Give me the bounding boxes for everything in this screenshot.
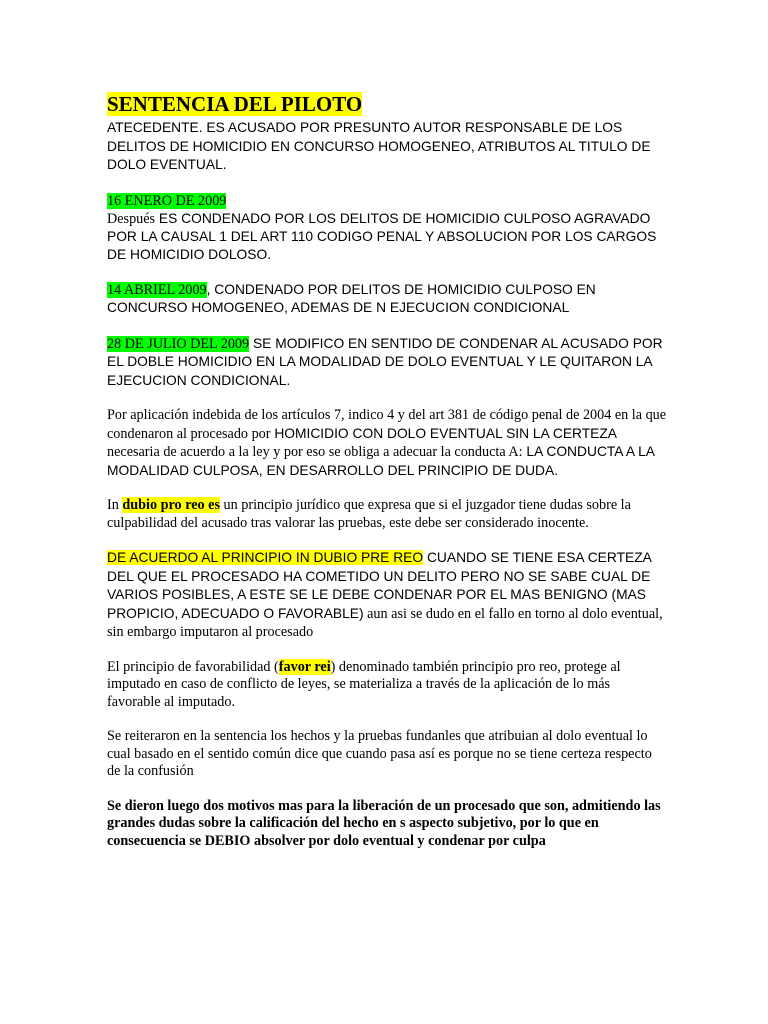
dubio-paragraph (107, 497, 667, 532)
aplicacion-part3: necesaria de acuerdo a la ley y por eso se obliga a adecuar la conducta A: (107, 444, 523, 460)
section-16-enero-text: ES CONDENADO POR LOS DELITOS DE HOMICIDIO CULPOSO AGRAVADO POR LA CAUSAL 1 DEL ART 110 CODIGO PENAL Y ABSOLUCION POR LOS CARGOS DE HOMICIDIO DOLOSO. (107, 210, 657, 262)
aplicacion-part2: HOMICIDIO CON DOLO EVENTUAL SIN LA CERTEZA (270, 425, 618, 441)
section-14-abriel-text: , CONDENADO POR DELITOS DE HOMICIDIO CULPOSO EN CONCURSO HOMOGENEO, ADEMAS DE N EJECUCION CONDICIONAL (107, 281, 596, 315)
date-14-abriel: 14 ABRIEL 2009 (107, 281, 207, 298)
document-title (107, 92, 667, 116)
reiteraron-paragraph: Se reiteraron en la sentencia los hechos y la pruebas fundanles que atribuian al dolo eventual lo cual basado en el sentido común dice que cuando pasa así es porque no se tiene certeza respecto de la confusión (107, 728, 652, 779)
section-16-enero-lead: Después (107, 210, 156, 227)
dubio-term: dubio pro reo es (122, 497, 220, 513)
aplicacion-part4: LA CONDUCTA A LA MODALIDAD CULPOSA, EN DESARROLLO DEL PRINCIPIO DE DUDA. (107, 444, 655, 478)
aplicacion-part1: Por aplicación indebida de los artículos 7, indico 4 y del art 381 de código penal de 2004 en la que condenaron al procesado por (107, 407, 667, 442)
favorabilidad-pre: El principio de favorabilidad ( (107, 658, 279, 675)
date-28-julio: 28 DE JULIO DEL 2009 (107, 335, 250, 352)
favorabilidad-paragraph (107, 659, 667, 712)
section-14-abriel-paragraph (107, 281, 667, 318)
favorabilidad-text: ) denominado también principio pro reo, protege al imputado en caso de conflicto de leyes, se materializa a través de la aplicación de lo más favorable al imputado. (107, 658, 621, 710)
title-highlight: SENTENCIA DEL PILOTO (107, 92, 363, 116)
aplicacion-paragraph (107, 407, 667, 480)
dubio-text: un principio jurídico que expresa que si el juzgador tiene dudas sobre la culpabilidad del acusado tras valorar las pruebas, este debe ser considerado inocente. (107, 497, 631, 531)
acuerdo-text: CUANDO SE TIENE ESA CERTEZA DEL QUE EL PROCESADO HA COMETIDO UN DELITO PERO NO SE SABE CUAL DE VARIOS POSIBLES, A ESTE SE LE DEBE CONDENAR POR EL MAS BENIGNO (MAS PROPICIO, ADECUADO O FAVORABLE) (107, 550, 652, 621)
section-16-enero-paragraph (107, 192, 667, 264)
section-28-julio-text: SE MODIFICO EN SENTIDO DE CONDENAR AL ACUSADO POR EL DOBLE HOMICIDIO EN LA MODALIDAD DE DOLO EVENTUAL Y LE QUITARON LA EJECUCION CONDICIONAL. (107, 335, 663, 388)
dubio-pre: In (107, 497, 123, 513)
section-28-julio-paragraph (107, 335, 667, 391)
antecedente-paragraph: ATECEDENTE. ES ACUSADO POR PRESUNTO AUTOR RESPONSABLE DE LOS DELITOS DE HOMICIDIO EN CONCURSO HOMOGENEO, ATRIBUTOS AL TITULO DE DOLO EVENTUAL. (107, 120, 651, 172)
acuerdo-tail: aun asi se dudo en el fallo en torno al dolo eventual, sin embargo imputaron al procesado (107, 605, 663, 640)
favor-rei-term: favor rei (278, 658, 331, 675)
acuerdo-paragraph (107, 549, 667, 642)
acuerdo-highlight: DE ACUERDO AL PRINCIPIO IN DUBIO PRE REO (107, 550, 424, 565)
conclusion-paragraph: Se dieron luego dos motivos mas para la liberación de un procesado que son, admitiendo las grandes dudas sobre la calificación del hecho en s aspecto subjetivo, por lo que en consecuencia se DEBIO absolver por dolo eventual y condenar por culpa (107, 797, 661, 849)
date-16-enero: 16 ENERO DE 2009 (107, 192, 227, 209)
document-body (107, 92, 667, 850)
